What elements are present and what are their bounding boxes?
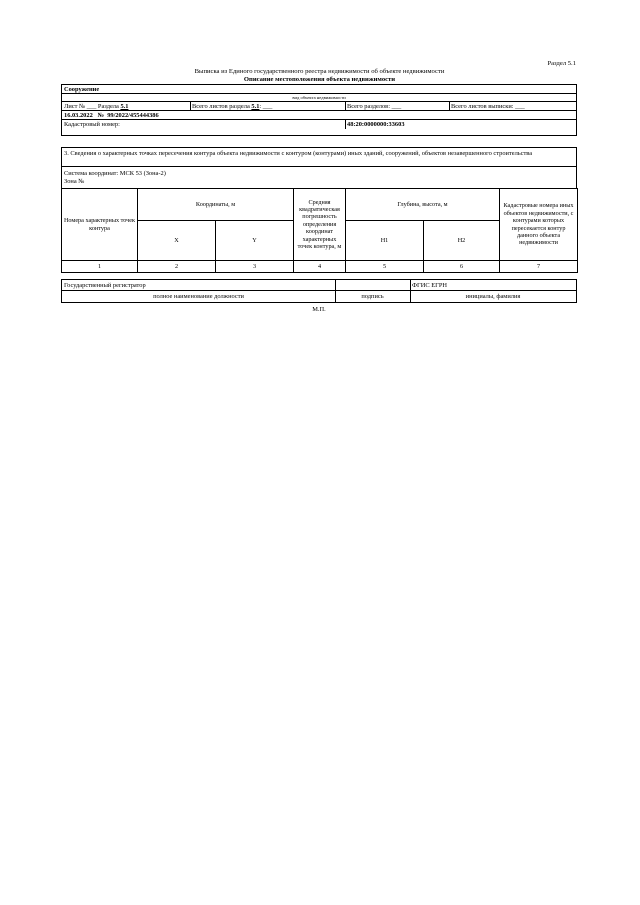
registrar-position: Государственный регистратор [64,281,146,289]
section3-heading: 3. Сведения о характерных точках пересечения контура объекта недвижимости с контуром (контурами) иных зданий, сооружений, объектов незавершенного строительства [61,147,577,167]
col-header-y: Y [216,221,294,261]
signature-block [61,279,577,304]
stamp-place: М.П. [312,306,326,313]
col-header-coordinates: Координаты, м [138,189,294,221]
coordinate-system-block [61,167,577,188]
col-header-h2: H2 [424,221,500,261]
signature-caption: подпись [361,293,384,300]
sheet-info-row [62,102,576,111]
document-subtitle: Описание местоположения объекта недвижимости [243,76,396,83]
sheet-number: Лист № ___ Раздела 5.1 [64,102,129,110]
intersection-points-table [61,188,578,273]
total-extract-sheets: Всего листов выписки: ___ [451,102,525,110]
column-number: 4 [294,261,346,273]
col-header-error: Средняя квадратическая погрешность определения координат характерных точек контура, м [294,189,346,261]
header-block [61,84,577,136]
registrar-organization: ФГИС ЕГРН [412,281,447,289]
zone-number: Зона № [64,178,85,185]
document-title: Выписка из Единого государственного реестра недвижимости об объекте недвижимости [194,68,445,75]
object-type-caption-row [62,94,576,102]
col-header-x: X [138,221,216,261]
column-number: 7 [500,261,578,273]
total-section-sheets: Всего листов раздела 5.1 : ___ [192,102,273,110]
col-header-depth: Глубина, высота, м [346,189,500,221]
cadastral-label: Кадастровый номер: [64,121,120,128]
document-number-row [62,111,576,120]
col-header-points: Номера характерных точек контура [62,189,138,261]
object-type: Сооружение [64,85,100,93]
column-number: 6 [424,261,500,273]
col-header-h1: H1 [346,221,424,261]
cadastral-number: 48:20:0000000:33603 [347,121,405,128]
column-number: 5 [346,261,424,273]
position-caption: полное наименование должности [153,293,244,300]
total-sections: Всего разделов: ___ [347,102,402,110]
object-type-caption: вид объекта недвижимости [292,95,346,100]
signature-row [61,279,577,291]
column-number: 2 [138,261,216,273]
name-caption: инициалы, фамилия [465,293,521,300]
column-number: 1 [62,261,138,273]
cadastral-row [62,120,576,129]
document-date-number: 16.03.2022 № 99/2022/455444386 [64,111,159,119]
col-header-cadastral-numbers: Кадастровые номера иных объектов недвижимости, с контурами которых пересекается контур данного объекта недвижимости [500,189,578,261]
coordinate-system: Система координат: МСК 53 (Зона-2) [64,170,166,177]
section-number: Раздел 5.1 [547,60,576,67]
column-number: 3 [216,261,294,273]
signature-caption-row [61,291,577,303]
object-type-row [62,85,576,94]
column-numbers-row [62,261,578,273]
